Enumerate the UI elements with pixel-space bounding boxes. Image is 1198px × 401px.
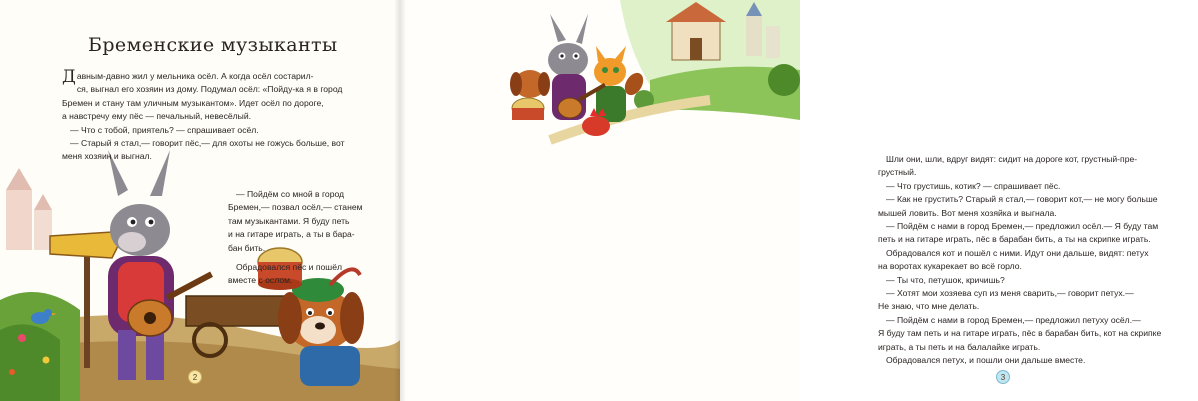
book-gutter <box>394 0 406 401</box>
left-page <box>0 0 400 401</box>
story-title: Бременские музыканты <box>88 34 338 56</box>
dog-icon <box>510 70 550 98</box>
text-line: — Как не грустить? Старый я стал,— говорит кот,— не могу больше <box>886 194 1158 205</box>
text-line: — Пойдём с нами в город Бремен,— предложил петуху осёл.— <box>886 314 1141 325</box>
right-page <box>400 0 1162 401</box>
cat-icon <box>594 46 626 122</box>
text-line: грустный. <box>878 167 917 178</box>
text-line: там музыкантами. Я буду петь <box>228 215 350 226</box>
text-line: — Пойдём со мной в город <box>236 189 345 199</box>
page-number-left: 2 <box>188 370 202 384</box>
left-inset-text <box>228 188 388 288</box>
text-line: на воротах кукарекает во всё горло. <box>878 261 1022 272</box>
text-line: Я буду там петь и на гитаре играть, пёс в барабан бить, кот на скрипке <box>878 328 1162 339</box>
first-line-text: авным-давно жил у мельника осёл. А когда осёл состарил- <box>76 71 314 81</box>
text-line: Шли они, шли, вдруг видят: сидит на дороге кот, грустный-пре- <box>886 154 1138 164</box>
text-line: — Что грустишь, котик? — спрашивает пёс. <box>886 180 1061 191</box>
text-line: а навстречу ему пёс — печальный, невесёлый. <box>62 111 252 122</box>
text-line: Обрадовался петух, и пошли они дальше вместе. <box>886 355 1086 366</box>
text-line: Не знаю, что мне делать. <box>878 301 980 312</box>
text-line: меня хозяин и выгнал. <box>62 151 152 162</box>
text-line: ся, выгнал его хозяин из дому. Подумал осёл: «Пойду-ка я в город <box>76 84 343 95</box>
right-illustration <box>400 0 800 150</box>
right-main-text <box>878 153 1198 368</box>
text-line: Обрадовался кот и пошёл с ними. Идут они дальше, видят: петух <box>886 247 1149 258</box>
text-line: Бремен и стану там уличным музыкантом». Идет осёл по дороге, <box>62 97 324 108</box>
text-line: играть, а ты петь и на балалайке играть. <box>878 341 1041 352</box>
left-main-text <box>62 67 382 164</box>
text-line: — Ты что, петушок, кричишь? <box>886 274 1005 285</box>
text-line: — Пойдём с нами в город Бремен,— предложил осёл.— Я буду там <box>886 221 1159 232</box>
text-line: петь и на гитаре играть, пёс в барабан бить, а ты на скрипке играть. <box>878 234 1151 245</box>
text-line: Обрадовался пёс и пошёл <box>236 262 342 273</box>
first-paragraph-line <box>62 67 382 87</box>
text-line: — Хотят мои хозяева суп из меня сварить,— говорит петух.— <box>886 288 1134 299</box>
text-line: бан бить. <box>228 242 266 253</box>
drum-icon <box>512 98 544 120</box>
text-line: и на гитаре играть, а ты в бара- <box>228 229 355 240</box>
drop-cap: Д <box>62 67 76 87</box>
text-line: Бремен,— позвал осёл,— станем <box>228 202 363 213</box>
castle-icon <box>6 168 52 250</box>
text-line: — Что с тобой, приятель? — спрашивает осёл. <box>70 124 259 135</box>
page-number-right: 3 <box>996 370 1010 384</box>
text-line: мышей ловить. Вот меня хозяйка и выгнала. <box>878 207 1057 218</box>
text-line: вместе с ослом. <box>228 275 293 286</box>
text-line: — Старый я стал,— говорит пёс,— для охоты не гожусь больше, вот <box>70 138 345 149</box>
